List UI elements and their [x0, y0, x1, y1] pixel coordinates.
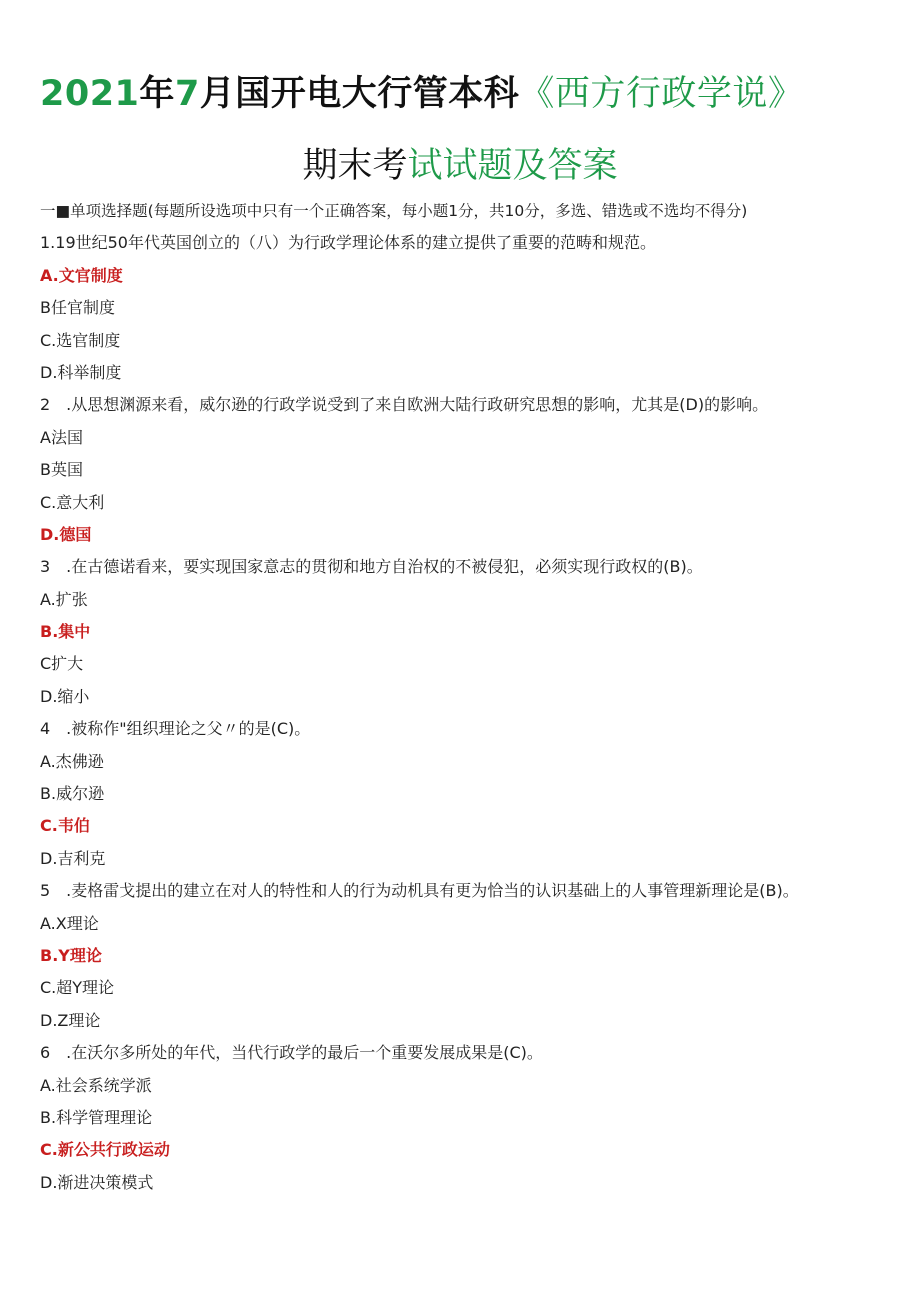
title-segment: 期末考	[302, 146, 408, 186]
answer-option: D.缩小	[40, 686, 90, 706]
title-segment: 年	[139, 74, 175, 114]
correct-answer-option: B.集中	[40, 622, 91, 642]
answer-option: D.吉利克	[40, 848, 106, 868]
question-text: 6 .在沃尔多所处的年代，当代行政学的最后一个重要发展成果是(C)。	[40, 1043, 543, 1063]
answer-option: B任官制度	[40, 298, 115, 318]
question-text: 2 .从思想渊源来看，威尔逊的行政学说受到了来自欧洲大陆行政研究思想的影响，尤其是(D)的影响。	[40, 395, 769, 415]
answer-option: A.社会系统学派	[40, 1075, 152, 1095]
title-segment: 7	[174, 74, 200, 114]
question-text: 1.19世纪50年代英国创立的（八）为行政学理论体系的建立提供了重要的范畴和规范。	[40, 233, 656, 253]
correct-answer-option: C.新公共行政运动	[40, 1140, 170, 1160]
title-segment: 2021	[40, 74, 140, 114]
answer-option: B英国	[40, 460, 83, 480]
document-title-line-2	[0, 138, 920, 188]
answer-option: C.意大利	[40, 492, 105, 512]
title-segment: 《西方行政学说》	[519, 74, 804, 114]
document-body	[40, 195, 900, 1199]
correct-answer-option: B.Y理论	[40, 945, 102, 965]
answer-option: A法国	[40, 427, 83, 447]
question-text: 4 .被称作"组织理论之父〃的是(C)。	[40, 719, 311, 739]
answer-option: B.科学管理理论	[40, 1107, 153, 1127]
document-title-line-1	[40, 66, 803, 116]
section-heading: 一■单项选择题(每题所设选项中只有一个正确答案，每小题1分，共10分，多选、错选或不选均不得分)	[40, 202, 748, 220]
answer-option: A.杰佛逊	[40, 751, 104, 771]
answer-option: A.扩张	[40, 589, 88, 609]
correct-answer-option: C.韦伯	[40, 816, 90, 836]
answer-option: D.科举制度	[40, 362, 122, 382]
answer-option: D.Z理论	[40, 1010, 101, 1030]
correct-answer-option: D.德国	[40, 524, 92, 544]
answer-option: C.超Y理论	[40, 978, 115, 998]
answer-option: A.X理论	[40, 913, 99, 933]
question-text: 3 .在古德诺看来，要实现国家意志的贯彻和地方自治权的不被侵犯，必须实现行政权的(B)。	[40, 557, 703, 577]
question-text: 5 .麦格雷戈提出的建立在对人的特性和人的行为动机具有更为恰当的认识基础上的人事管理新理论是(B)。	[40, 881, 799, 901]
answer-option: C.选官制度	[40, 330, 121, 350]
answer-option: D.渐进决策模式	[40, 1172, 154, 1192]
answer-option: C扩大	[40, 654, 84, 674]
title-segment: 月国开电大行管本科	[199, 74, 520, 114]
correct-answer-option: A.文官制度	[40, 265, 123, 285]
title-segment: 试试题及答案	[407, 146, 618, 186]
answer-option: B.威尔逊	[40, 784, 105, 804]
